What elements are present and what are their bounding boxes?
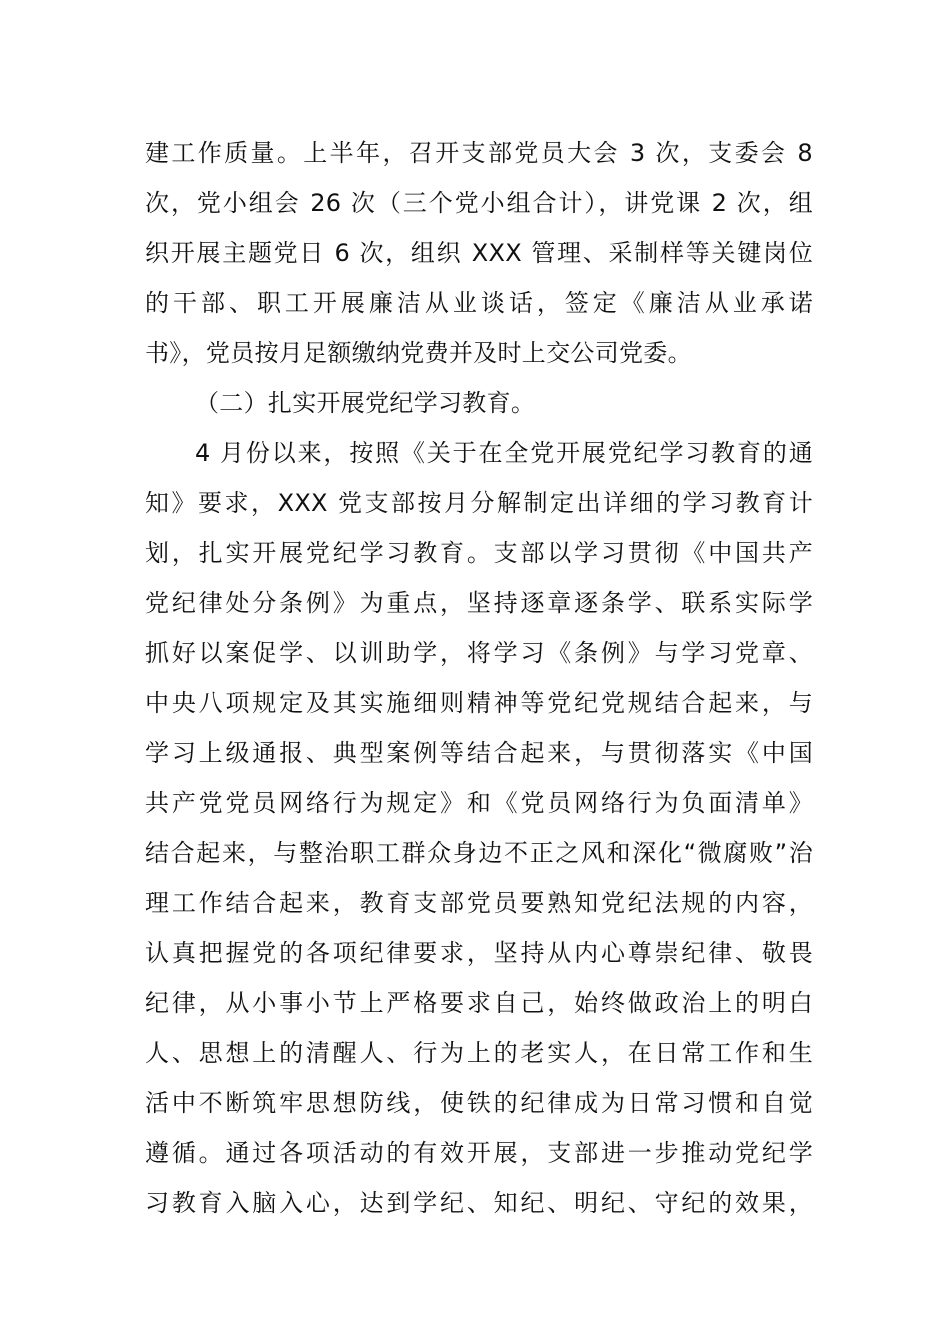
paragraph-2-line-5: 抓好以案促学、以训助学，将学习《条例》与学习党章、 xyxy=(145,639,813,667)
paragraph-1-line-4: 的干部、职工开展廉洁从业谈话，签定《廉洁从业承诺 xyxy=(145,289,813,317)
paragraph-1-line-3: 织开展主题党日 6 次，组织 XXX 管理、采制样等关键岗位 xyxy=(145,239,813,267)
paragraph-2-line-6: 中央八项规定及其实施细则精神等党纪党规结合起来，与 xyxy=(145,689,813,717)
paragraph-2-line-16: 习教育入脑入心，达到学纪、知纪、明纪、守纪的效果， xyxy=(145,1189,813,1217)
paragraph-2-line-8: 共产党党员网络行为规定》和《党员网络行为负面清单》 xyxy=(145,789,813,817)
paragraph-2-line-7: 学习上级通报、典型案例等结合起来，与贯彻落实《中国 xyxy=(145,739,813,767)
section-heading: （二）扎实开展党纪学习教育。 xyxy=(195,389,536,417)
paragraph-2-line-13: 人、思想上的清醒人、行为上的老实人，在日常工作和生 xyxy=(145,1039,813,1067)
document-body xyxy=(145,128,813,1228)
paragraph-2-line-11: 认真把握党的各项纪律要求，坚持从内心尊崇纪律、敬畏 xyxy=(145,939,813,967)
paragraph-1-line-2: 次，党小组会 26 次（三个党小组合计），讲党课 2 次，组 xyxy=(145,189,813,217)
paragraph-2-line-14: 活中不断筑牢思想防线，使铁的纪律成为日常习惯和自觉 xyxy=(145,1089,813,1117)
paragraph-2-line-3: 划，扎实开展党纪学习教育。支部以学习贯彻《中国共产 xyxy=(145,539,813,567)
paragraph-2-line-1: 4 月份以来，按照《关于在全党开展党纪学习教育的通 xyxy=(195,439,813,467)
paragraph-2-line-2: 知》要求，XXX 党支部按月分解制定出详细的学习教育计 xyxy=(145,489,813,517)
paragraph-1-line-1: 建工作质量。上半年，召开支部党员大会 3 次，支委会 8 xyxy=(145,139,813,167)
paragraph-1-line-5: 书》，党员按月足额缴纳党费并及时上交公司党委。 xyxy=(145,339,692,367)
paragraph-2-line-9: 结合起来，与整治职工群众身边不正之风和深化“微腐败”治 xyxy=(145,839,813,867)
paragraph-2-line-12: 纪律，从小事小节上严格要求自己，始终做政治上的明白 xyxy=(145,989,813,1017)
paragraph-2-line-4: 党纪律处分条例》为重点，坚持逐章逐条学、联系实际学 xyxy=(145,589,813,617)
paragraph-2-line-15: 遵循。通过各项活动的有效开展，支部进一步推动党纪学 xyxy=(145,1139,813,1167)
paragraph-2-line-10: 理工作结合起来，教育支部党员要熟知党纪法规的内容， xyxy=(145,889,813,917)
